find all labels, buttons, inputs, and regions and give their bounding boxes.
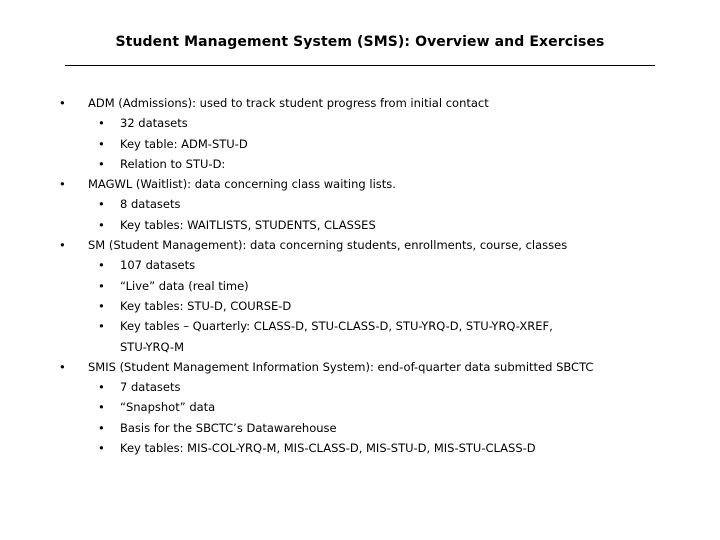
list-item-text: “Snapshot” data [120, 400, 216, 415]
list-item-text: Relation to STU-D: [120, 156, 226, 171]
bullet: • [98, 217, 105, 232]
list-item [58, 276, 708, 296]
list-item-text: Key table: ADM-STU-D [120, 136, 248, 151]
bullet: • [98, 380, 105, 395]
list-item [58, 255, 708, 275]
bullet: • [59, 96, 66, 110]
outline-list [58, 93, 708, 458]
bullet: • [98, 156, 105, 171]
bullet: • [59, 359, 66, 374]
section-heading: MAGWL (Waitlist): data concerning class waiting lists. [88, 177, 396, 192]
list-item [58, 316, 708, 336]
list-item-text: STU-YRQ-M [120, 339, 184, 354]
section-heading: SMIS (Student Management Information System): end-of-quarter data submitted SBCTC [88, 359, 594, 374]
bullet: • [98, 400, 105, 415]
bullet: • [98, 298, 105, 313]
bullet: • [98, 258, 105, 273]
list-item-text: Key tables: MIS-COL-YRQ-M, MIS-CLASS-D, MIS-STU-D, MIS-STU-CLASS-D [120, 441, 536, 456]
bullet: • [59, 238, 66, 253]
section-heading: SM (Student Management): data concerning students, enrollments, course, classes [88, 238, 568, 253]
list-item-text: Basis for the SBCTC’s Datawarehouse [120, 420, 337, 435]
bullet: • [98, 441, 105, 456]
section-heading: ADM (Admissions): used to track student progress from initial contact [88, 96, 489, 110]
list-item-text: Key tables – Quarterly: CLASS-D, STU-CLASS-D, STU-YRQ-D, STU-YRQ-XREF, [120, 319, 553, 334]
list-item-text: Key tables: WAITLISTS, STUDENTS, CLASSES [120, 217, 376, 232]
bullet: • [98, 278, 105, 293]
outline [58, 93, 708, 458]
page-title: Student Management System (SMS): Overview and Exercises [115, 34, 605, 50]
bullet: • [98, 319, 105, 334]
list-item [58, 113, 708, 133]
list-item-continuation [58, 337, 708, 357]
section-magwl [58, 174, 708, 194]
list-item-text: 7 datasets [120, 380, 181, 395]
list-item [58, 397, 708, 417]
bullet: • [98, 197, 105, 212]
list-item [58, 418, 708, 438]
list-item [58, 438, 708, 458]
list-item-text: 8 datasets [120, 197, 181, 212]
list-item [58, 134, 708, 154]
list-item [58, 215, 708, 235]
bullet: • [98, 116, 105, 131]
title-divider [65, 65, 655, 66]
bullet: • [59, 177, 66, 192]
list-item [58, 296, 708, 316]
list-item-text: 107 datasets [120, 258, 196, 273]
list-item-text: Key tables: STU-D, COURSE-D [120, 298, 292, 313]
list-item-text: 32 datasets [120, 116, 188, 131]
bullet: • [98, 420, 105, 435]
list-item-text: “Live” data (real time) [120, 278, 249, 293]
list-item [58, 377, 708, 397]
section-adm [58, 93, 708, 113]
list-item [58, 154, 708, 174]
section-sm [58, 235, 708, 255]
list-item [58, 194, 708, 214]
bullet: • [98, 136, 105, 151]
section-smis [58, 357, 708, 377]
